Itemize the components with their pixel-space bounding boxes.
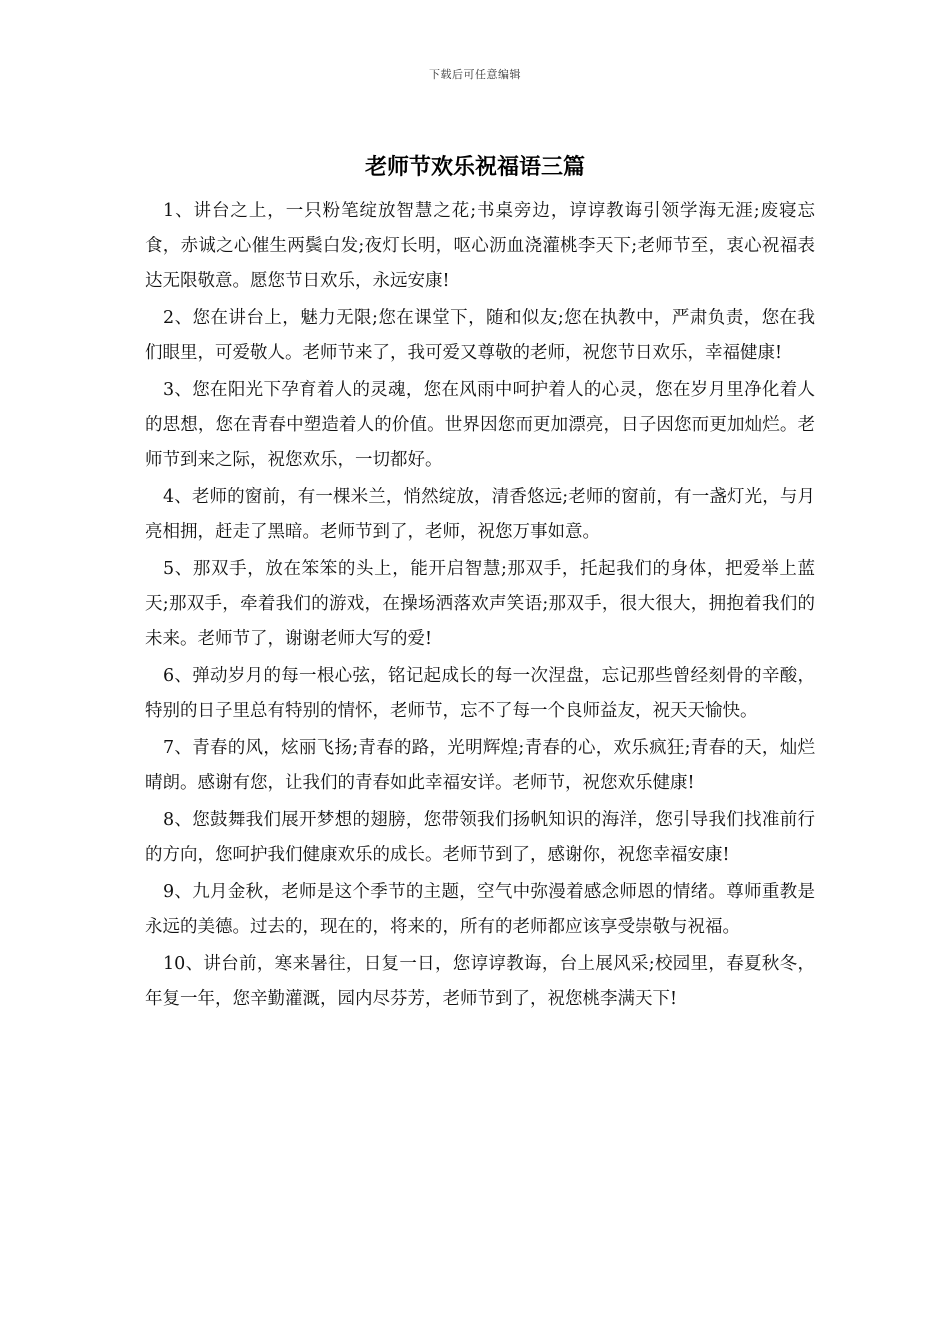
paragraph-1: 1、讲台之上，一只粉笔绽放智慧之花;书桌旁边，谆谆教诲引领学海无涯;废寝忘食，赤诚之心催生两鬓白发;夜灯长明，呕心沥血浇灌桃李天下;老师节至，衷心祝福表达无限敬意。愿您节日欢乐，永远安康!	[145, 201, 815, 291]
document-title: 老师节欢乐祝福语三篇	[364, 154, 585, 180]
paragraph-8: 8、您鼓舞我们展开梦想的翅膀，您带领我们扬帆知识的海洋，您引导我们找准前行的方向，您呵护我们健康欢乐的成长。老师节到了，感谢你，祝您幸福安康!	[145, 810, 815, 865]
paragraph-6: 6、弹动岁月的每一根心弦，铭记起成长的每一次涅盘，忘记那些曾经刻骨的辛酸，特别的日子里总有特别的情怀，老师节，忘不了每一个良师益友，祝天天愉快。	[145, 666, 815, 721]
paragraph-7: 7、青春的风，炫丽飞扬;青春的路，光明辉煌;青春的心，欢乐疯狂;青春的天，灿烂晴朗。感谢有您，让我们的青春如此幸福安详。老师节，祝您欢乐健康!	[145, 738, 815, 793]
document-body	[145, 194, 815, 1019]
paragraph-5: 5、那双手，放在笨笨的头上，能开启智慧;那双手，托起我们的身体，把爱举上蓝天;那双手，牵着我们的游戏，在操场洒落欢声笑语;那双手，很大很大，拥抱着我们的未来。老师节了，谢谢老师大写的爱!	[145, 559, 815, 649]
paragraph-4: 4、老师的窗前，有一棵米兰，悄然绽放，清香悠远;老师的窗前，有一盏灯光，与月亮相拥，赶走了黑暗。老师节到了，老师，祝您万事如意。	[145, 487, 815, 542]
header-note: 下载后可任意编辑	[429, 68, 521, 81]
paragraph-2: 2、您在讲台上，魅力无限;您在课堂下，随和似友;您在执教中，严肃负责，您在我们眼里，可爱敬人。老师节来了，我可爱又尊敬的老师，祝您节日欢乐，幸福健康!	[145, 308, 815, 363]
paragraph-3: 3、您在阳光下孕育着人的灵魂，您在风雨中呵护着人的心灵，您在岁月里净化着人的思想，您在青春中塑造着人的价值。世界因您而更加漂亮，日子因您而更加灿烂。老师节到来之际，祝您欢乐，一切都好。	[145, 380, 815, 470]
paragraph-9: 9、九月金秋，老师是这个季节的主题，空气中弥漫着感念师恩的情绪。尊师重教是永远的美德。过去的，现在的，将来的，所有的老师都应该享受崇敬与祝福。	[145, 882, 815, 937]
paragraph-10: 10、讲台前，寒来暑往，日复一日，您谆谆教诲，台上展风采;校园里，春夏秋冬，年复一年，您辛勤灌溉，园内尽芬芳，老师节到了，祝您桃李满天下!	[145, 954, 815, 1009]
